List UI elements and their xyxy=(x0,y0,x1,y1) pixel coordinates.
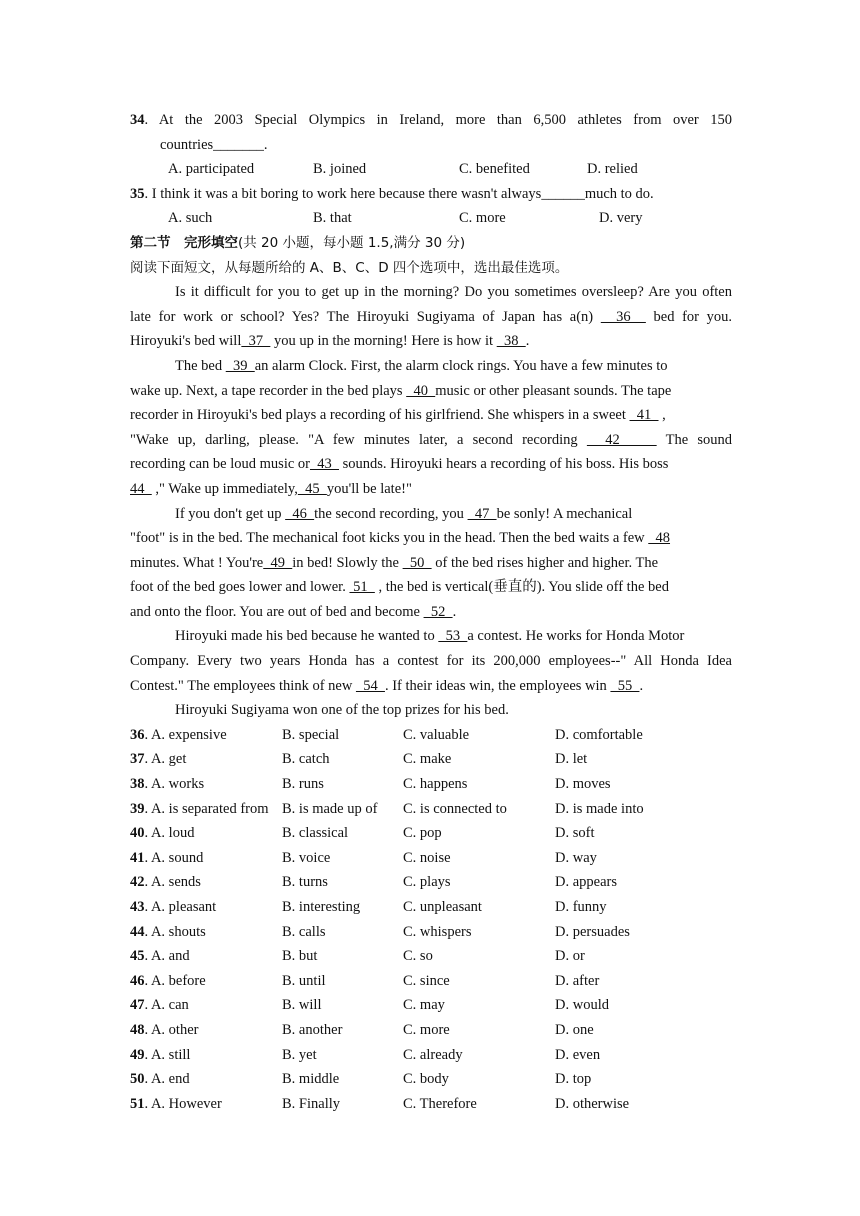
section-subtitle: (共 20 小题，每小题 1.5,满分 30 分) xyxy=(238,234,466,251)
q-option-c: C. Therefore xyxy=(403,1095,477,1112)
q-number: 45 xyxy=(130,948,145,965)
passage-text: wake up. Next, a tape recorder in the bed plays xyxy=(130,382,407,399)
q-option-c: C. so xyxy=(403,948,433,965)
section-instruction: 阅读下面短文，从每题所给的 A、B、C、D 四个选项中，选出最佳选项。 xyxy=(130,259,569,276)
passage-text: The sound xyxy=(656,431,733,448)
q-option-a: . A. before xyxy=(144,972,206,989)
passage-line xyxy=(130,600,732,625)
q-option-d: D. otherwise xyxy=(555,1095,630,1112)
q-option-a: . A. still xyxy=(144,1046,191,1063)
q-option-d: D. is made into xyxy=(555,800,644,817)
q34-options xyxy=(130,157,732,182)
q-option-b: B. until xyxy=(282,972,326,989)
question-row xyxy=(130,895,732,920)
passage-line xyxy=(130,428,732,453)
q-option-a: . A. get xyxy=(144,751,187,768)
passage-text: the second recording, you xyxy=(314,505,468,522)
q35-line xyxy=(130,182,732,207)
section-title: 第二节 完形填空 xyxy=(130,234,238,251)
q-option-b: B. special xyxy=(282,726,340,743)
q35-options xyxy=(130,206,732,231)
passage-text: in bed! Slowly the xyxy=(292,554,403,571)
q-option-d: D. even xyxy=(555,1046,601,1063)
passage-line: Is it difficult for you to get up in the morning? Do you sometimes oversleep? Are you often xyxy=(175,284,732,301)
q35-option-c: C. more xyxy=(459,210,506,227)
q-option-a: . A. loud xyxy=(144,825,195,842)
q35-number: 35 xyxy=(130,185,145,202)
blank-42: 42 xyxy=(586,431,657,448)
q-option-c: C. valuable xyxy=(403,726,470,743)
blank-51: 51 xyxy=(349,579,375,596)
question-row xyxy=(130,969,732,994)
q-option-a: . A. is separated from xyxy=(144,800,269,817)
q-option-a: . A. other xyxy=(144,1021,199,1038)
passage-text: "foot" is in the bed. The mechanical foot kicks you in the head. Then the bed waits a few xyxy=(130,530,649,547)
q34-option-b: B. joined xyxy=(313,161,367,178)
q-option-c: C. pop xyxy=(403,825,442,842)
q-option-d: D. soft xyxy=(555,825,595,842)
blank-48: 48 xyxy=(648,530,671,547)
blank-54: 54 xyxy=(355,677,385,694)
q-option-a: . A. sends xyxy=(144,874,201,891)
question-row xyxy=(130,772,732,797)
passage-line: Company. Every two years Honda has a contest for its 200,000 employees--" All Honda Idea xyxy=(130,653,732,670)
passage-text: of the bed rises higher and higher. The xyxy=(431,554,659,571)
q-number: 38 xyxy=(130,776,145,793)
question-row xyxy=(130,797,732,822)
q-option-a: . A. end xyxy=(144,1071,190,1088)
q-option-b: B. another xyxy=(282,1021,343,1038)
passage-text: The bed xyxy=(175,357,226,374)
q-option-b: B. but xyxy=(282,948,318,965)
q-option-b: B. classical xyxy=(282,825,349,842)
q-option-c: C. may xyxy=(403,997,445,1014)
passage-text: and onto the floor. You are out of bed and become xyxy=(130,603,424,620)
blank-39: 39 xyxy=(225,357,255,374)
q-number: 50 xyxy=(130,1071,145,1088)
q-option-c: C. body xyxy=(403,1071,449,1088)
q-option-d: D. after xyxy=(555,972,600,989)
q-number: 41 xyxy=(130,849,145,866)
passage-line xyxy=(130,452,732,477)
q35-option-b: B. that xyxy=(313,210,352,227)
question-row xyxy=(130,1092,732,1117)
q-option-c: C. is connected to xyxy=(403,800,507,817)
passage-text: . xyxy=(639,677,644,694)
q-option-b: B. catch xyxy=(282,751,330,768)
q35-option-d: D. very xyxy=(599,210,643,227)
blank-46: 46 xyxy=(285,505,315,522)
q34-option-a: A. participated xyxy=(168,161,255,178)
blank-53: 53 xyxy=(438,628,468,645)
passage-line xyxy=(130,575,732,600)
blank-55: 55 xyxy=(610,677,640,694)
passage-text: , the bed is vertical(垂直的). You slide off the bed xyxy=(374,579,669,596)
passage-text: foot of the bed goes lower and lower. xyxy=(130,579,350,596)
q-option-a: . A. shouts xyxy=(144,923,206,940)
question-row xyxy=(130,846,732,871)
q-option-a: . A. However xyxy=(144,1095,222,1112)
q-option-b: B. will xyxy=(282,997,322,1014)
q-option-c: C. noise xyxy=(403,849,451,866)
blank-38: 38 xyxy=(496,333,526,350)
q-option-b: B. is made up of xyxy=(282,800,378,817)
passage-line xyxy=(130,379,732,404)
q-option-d: D. one xyxy=(555,1021,594,1038)
q-option-d: D. let xyxy=(555,751,588,768)
blank-44: 44 xyxy=(130,480,152,497)
blank-40: 40 xyxy=(406,382,436,399)
question-row xyxy=(130,1067,732,1092)
q-number: 36 xyxy=(130,726,145,743)
question-row xyxy=(130,944,732,969)
passage-line xyxy=(130,526,732,551)
blank-45: 45 xyxy=(297,480,327,497)
q-option-b: B. calls xyxy=(282,923,326,940)
question-row xyxy=(130,870,732,895)
question-list xyxy=(130,723,732,1117)
blank-49: 49 xyxy=(263,554,293,571)
q-number: 44 xyxy=(130,923,145,940)
q-number: 48 xyxy=(130,1021,145,1038)
section-header xyxy=(130,231,732,256)
passage-text: a contest. He works for Honda Motor xyxy=(467,628,685,645)
passage-text: . If their ideas win, the employees win xyxy=(384,677,611,694)
q-option-b: B. runs xyxy=(282,776,324,793)
question-row xyxy=(130,747,732,772)
q-option-b: B. interesting xyxy=(282,899,361,915)
q-option-b: B. yet xyxy=(282,1046,317,1063)
blank-37: 37 xyxy=(241,333,271,350)
passage-text: an alarm Clock. First, the alarm clock rings. You have a few minutes to xyxy=(254,357,668,374)
question-row xyxy=(130,993,732,1018)
passage-text: . xyxy=(525,333,530,350)
question-row xyxy=(130,1043,732,1068)
q-option-a: . A. works xyxy=(144,776,205,793)
q-option-c: C. already xyxy=(403,1046,463,1063)
passage-line xyxy=(130,477,732,502)
passage-text: late for work or school? Yes? The Hiroyuki Sugiyama of Japan has a(n) xyxy=(130,308,594,325)
q-option-d: D. moves xyxy=(555,776,611,793)
passage-text: Hiroyuki's bed will xyxy=(130,333,242,350)
q-option-d: D. comfortable xyxy=(555,726,643,743)
question-row xyxy=(130,723,732,748)
question-row xyxy=(130,821,732,846)
q-option-c: C. more xyxy=(403,1021,450,1038)
q-option-b: B. middle xyxy=(282,1071,340,1088)
blank-36: 36 xyxy=(600,308,646,325)
q-option-c: C. since xyxy=(403,972,450,989)
passage-text: you up in the morning! Here is how it xyxy=(270,333,497,350)
q-option-a: . A. expensive xyxy=(144,726,227,743)
passage-text: recorder in Hiroyuki's bed plays a recording of his girlfriend. She whispers in a sweet xyxy=(130,407,630,424)
q34-option-d: D. relied xyxy=(587,161,638,178)
q-option-d: D. would xyxy=(555,997,609,1014)
q35-option-a: A. such xyxy=(168,210,213,227)
passage-text: . xyxy=(452,603,457,620)
passage-text: music or other pleasant sounds. The tape xyxy=(435,382,672,399)
question-row xyxy=(130,1018,732,1043)
passage-text: sounds. Hiroyuki hears a recording of his boss. His boss xyxy=(338,456,669,473)
q-option-a: . A. can xyxy=(144,997,189,1014)
blank-41: 41 xyxy=(629,407,659,424)
q-number: 37 xyxy=(130,751,145,768)
passage-text: minutes. What ! You're xyxy=(130,554,264,571)
q-option-c: C. plays xyxy=(403,874,451,891)
passage-text: bed for you. xyxy=(645,308,733,325)
passage-line xyxy=(130,551,732,576)
passage-text: you'll be late!" xyxy=(326,480,412,497)
passage-text: be sonly! A mechanical xyxy=(496,505,633,522)
passage-text: , xyxy=(658,407,666,424)
q-option-d: D. top xyxy=(555,1071,592,1088)
q-option-a: . A. pleasant xyxy=(144,899,217,915)
q-option-c: C. unpleasant xyxy=(403,899,482,915)
q-number: 42 xyxy=(130,874,145,891)
q-option-a: . A. and xyxy=(144,948,190,965)
q-option-a: . A. sound xyxy=(144,849,204,866)
blank-50: 50 xyxy=(402,554,432,571)
q-option-d: D. way xyxy=(555,849,597,866)
q34-stem: . At the 2003 Special Olympics in Ireland, more than 6,500 athletes from over 150 xyxy=(144,112,732,128)
passage-line xyxy=(130,502,732,527)
q-option-d: D. persuades xyxy=(555,923,630,940)
q34-option-c: C. benefited xyxy=(459,161,530,178)
question-row xyxy=(130,920,732,945)
q-option-b: B. voice xyxy=(282,849,331,866)
q-option-b: B. turns xyxy=(282,874,328,891)
q-option-c: C. whispers xyxy=(403,923,472,940)
q-number: 47 xyxy=(130,997,145,1014)
q-option-c: C. make xyxy=(403,751,452,768)
q-option-b: B. Finally xyxy=(282,1095,341,1112)
q-number: 49 xyxy=(130,1046,145,1063)
q-option-d: D. or xyxy=(555,948,585,965)
passage-text: Hiroyuki made his bed because he wanted to xyxy=(175,628,439,645)
passage-line xyxy=(130,674,732,699)
passage-line xyxy=(130,624,732,649)
passage-line xyxy=(130,403,732,428)
passage-line xyxy=(130,354,732,379)
q34-line1 xyxy=(130,108,732,133)
passage-text: recording can be loud music or xyxy=(130,456,310,473)
passage-line xyxy=(130,329,732,354)
q-number: 40 xyxy=(130,825,145,842)
q-number: 39 xyxy=(130,800,145,817)
passage-line xyxy=(130,305,732,330)
passage-text: "Wake up, darling, please. "A few minutes later, a second recording xyxy=(130,431,587,448)
exam-page xyxy=(130,108,732,1116)
blank-47: 47 xyxy=(467,505,497,522)
q-option-d: D. appears xyxy=(555,874,618,891)
blank-52: 52 xyxy=(423,603,453,620)
q-number: 46 xyxy=(130,972,145,989)
q-number: 51 xyxy=(130,1095,145,1112)
blank-43: 43 xyxy=(309,456,339,473)
q35-stem: . I think it was a bit boring to work here because there wasn't always______much to do. xyxy=(144,185,654,202)
passage-line: Hiroyuki Sugiyama won one of the top prizes for his bed. xyxy=(175,702,509,719)
q34-number: 34 xyxy=(130,112,145,128)
passage-text: If you don't get up xyxy=(175,505,286,522)
q-number: 43 xyxy=(130,899,145,915)
passage-text: ," Wake up immediately, xyxy=(151,480,298,497)
q-option-d: D. funny xyxy=(555,899,607,915)
passage-text: Contest." The employees think of new xyxy=(130,677,356,694)
q34-line2: countries_______. xyxy=(160,136,268,153)
q-option-c: C. happens xyxy=(403,776,468,793)
